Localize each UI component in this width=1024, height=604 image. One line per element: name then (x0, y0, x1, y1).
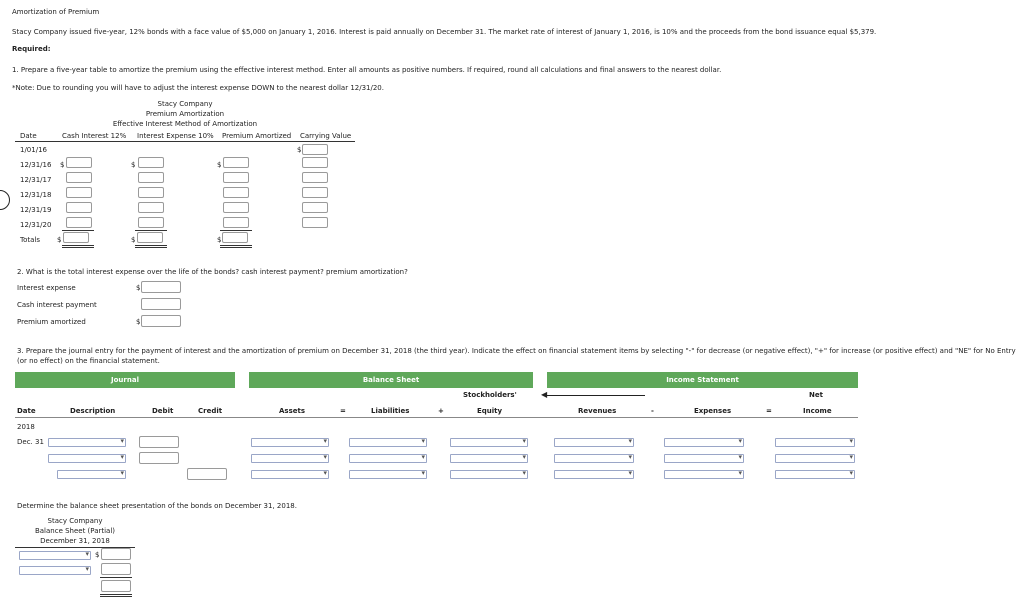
bs-title: Balance Sheet (Partial) (34, 527, 116, 535)
description-select[interactable] (57, 470, 126, 479)
debit-input[interactable] (139, 452, 179, 464)
description-select[interactable] (48, 438, 126, 447)
q2-label-interest-expense: Interest expense (17, 284, 76, 292)
section-balance-sheet: Balance Sheet (249, 372, 533, 388)
bs-company: Stacy Company (47, 517, 103, 525)
revenues-select[interactable] (554, 470, 634, 479)
total-cash-interest-input[interactable] (63, 232, 89, 243)
bs-date: December 31, 2018 (40, 537, 110, 545)
interest-expense-input[interactable] (138, 157, 164, 168)
question-3-line1: 3. Prepare the journal entry for the payment of interest and the amortization of premium on December 31, 2018 (the third year). Indicate the effect on financial statement items by selecting "-" for decrease (or negative effect), "+" for increase (or positive effect) and "NE" for No Entry (17, 347, 1016, 355)
col-credit: Credit (198, 407, 223, 415)
col-header-carrying-value: Carrying Value (300, 132, 352, 140)
carrying-value-input[interactable] (302, 187, 328, 198)
expenses-select[interactable] (664, 454, 744, 463)
net-label: Net (809, 391, 823, 399)
credit-input[interactable] (187, 468, 227, 480)
row-label: 12/31/18 (20, 191, 52, 199)
journal-year: 2018 (17, 423, 35, 431)
premium-amortized-input[interactable] (223, 187, 249, 198)
col-plus: + (438, 407, 444, 415)
cash-interest-input[interactable] (66, 157, 92, 168)
dollar-sign: $ (136, 318, 141, 326)
col-equity: Equity (477, 407, 503, 415)
dollar-sign: $ (217, 161, 222, 169)
col-date: Date (17, 407, 36, 415)
arrow-line (545, 395, 645, 396)
arrow-left-icon: ◀ (541, 390, 548, 399)
row-label: 12/31/19 (20, 206, 52, 214)
table-title: Premium Amortization (145, 110, 225, 118)
required-label: Required: (12, 45, 51, 53)
section-income-statement: Income Statement (547, 372, 858, 388)
net-income-select[interactable] (775, 470, 855, 479)
revenues-select[interactable] (554, 438, 634, 447)
expenses-select[interactable] (664, 470, 744, 479)
interest-expense-input[interactable] (138, 172, 164, 183)
col-revenues: Revenues (578, 407, 617, 415)
dollar-sign: $ (217, 236, 222, 244)
dollar-sign: $ (297, 146, 302, 154)
col-header-cash-interest: Cash Interest 12% (62, 132, 127, 140)
equity-select[interactable] (450, 454, 528, 463)
col-equals-2: = (766, 407, 772, 415)
stockholders-label: Stockholders' (463, 391, 517, 399)
dollar-sign: $ (95, 551, 100, 559)
row-label: 1/01/16 (20, 146, 47, 154)
bs-prompt: Determine the balance sheet presentation of the bonds on December 31, 2018. (17, 502, 297, 510)
row-label: 12/31/16 (20, 161, 52, 169)
q2-label-premium-amortized: Premium amortized (17, 318, 86, 326)
premium-amortized-input[interactable] (223, 172, 249, 183)
dollar-sign: $ (57, 236, 62, 244)
col-equals: = (340, 407, 346, 415)
question-2: 2. What is the total interest expense over the life of the bonds? cash interest payment? premium amortization? (17, 268, 408, 276)
bs-amount-input[interactable] (101, 548, 131, 560)
cash-interest-input[interactable] (66, 172, 92, 183)
dollar-sign: $ (131, 161, 136, 169)
col-debit: Debit (152, 407, 174, 415)
col-header-interest-expense: Interest Expense 10% (137, 132, 214, 140)
question-1: 1. Prepare a five-year table to amortize the premium using the effective interest method. Enter all amounts as positive numbers. If required, round all calculations and final answers to the nearest dollar. (12, 66, 722, 74)
col-minus: - (651, 407, 654, 415)
debit-input[interactable] (139, 436, 179, 448)
liabilities-select[interactable] (349, 470, 427, 479)
expenses-select[interactable] (664, 438, 744, 447)
col-expenses: Expenses (694, 407, 732, 415)
dollar-sign: $ (131, 236, 136, 244)
q2-interest-expense-input[interactable] (141, 281, 181, 293)
liabilities-select[interactable] (349, 438, 427, 447)
row-label: 12/31/17 (20, 176, 52, 184)
premium-amortized-input[interactable] (223, 217, 249, 228)
page-title: Amortization of Premium (12, 8, 100, 16)
interest-expense-input[interactable] (138, 187, 164, 198)
row-label: 12/31/20 (20, 221, 52, 229)
equity-select[interactable] (450, 470, 528, 479)
carrying-value-input[interactable] (302, 144, 328, 155)
assets-select[interactable] (251, 454, 329, 463)
col-assets: Assets (279, 407, 306, 415)
assets-select[interactable] (251, 438, 329, 447)
bs-amount-input[interactable] (101, 563, 131, 575)
question-3-line2: (or no effect) on the financial statement. (17, 357, 160, 365)
carrying-value-input[interactable] (302, 172, 328, 183)
total-interest-expense-input[interactable] (137, 232, 163, 243)
net-income-select[interactable] (775, 438, 855, 447)
col-description: Description (70, 407, 116, 415)
net-income-select[interactable] (775, 454, 855, 463)
row-label-totals: Totals (20, 236, 40, 244)
bs-total-input[interactable] (101, 580, 131, 592)
premium-amortized-input[interactable] (223, 202, 249, 213)
liabilities-select[interactable] (349, 454, 427, 463)
total-premium-amortized-input[interactable] (222, 232, 248, 243)
q2-label-cash-interest: Cash interest payment (17, 301, 97, 309)
rounding-note: *Note: Due to rounding you will have to adjust the interest expense DOWN to the nearest dollar 12/31/20. (12, 84, 384, 92)
description-select[interactable] (48, 454, 126, 463)
col-header-premium-amortized: Premium Amortized (222, 132, 292, 140)
carrying-value-input[interactable] (302, 217, 328, 228)
col-header-date: Date (20, 132, 37, 140)
dollar-sign: $ (60, 161, 65, 169)
bs-account-select[interactable] (19, 566, 91, 575)
bs-account-select[interactable] (19, 551, 91, 560)
carrying-value-input[interactable] (302, 157, 328, 168)
col-liabilities: Liabilities (371, 407, 410, 415)
cash-interest-input[interactable] (66, 187, 92, 198)
interest-expense-input[interactable] (138, 217, 164, 228)
section-journal: Journal (15, 372, 235, 388)
cash-interest-input[interactable] (66, 202, 92, 213)
q2-cash-interest-input[interactable] (141, 298, 181, 310)
q2-premium-amortized-input[interactable] (141, 315, 181, 327)
journal-date: Dec. 31 (17, 438, 44, 446)
dollar-sign: $ (136, 284, 141, 292)
premium-amortized-input[interactable] (223, 157, 249, 168)
scroll-indicator-circle (0, 190, 10, 210)
table-company: Stacy Company (157, 100, 213, 108)
intro-text: Stacy Company issued five-year, 12% bonds with a face value of $5,000 on January 1, 2016. Interest is paid annually on December 31. The market rate of interest of January 1, 2016, is 10% and the proceeds from the bond issuance equal $5,379. (12, 28, 877, 36)
assets-select[interactable] (251, 470, 329, 479)
table-subtitle: Effective Interest Method of Amortization (112, 120, 258, 128)
interest-expense-input[interactable] (138, 202, 164, 213)
carrying-value-input[interactable] (302, 202, 328, 213)
col-income: Income (803, 407, 832, 415)
cash-interest-input[interactable] (66, 217, 92, 228)
revenues-select[interactable] (554, 454, 634, 463)
equity-select[interactable] (450, 438, 528, 447)
